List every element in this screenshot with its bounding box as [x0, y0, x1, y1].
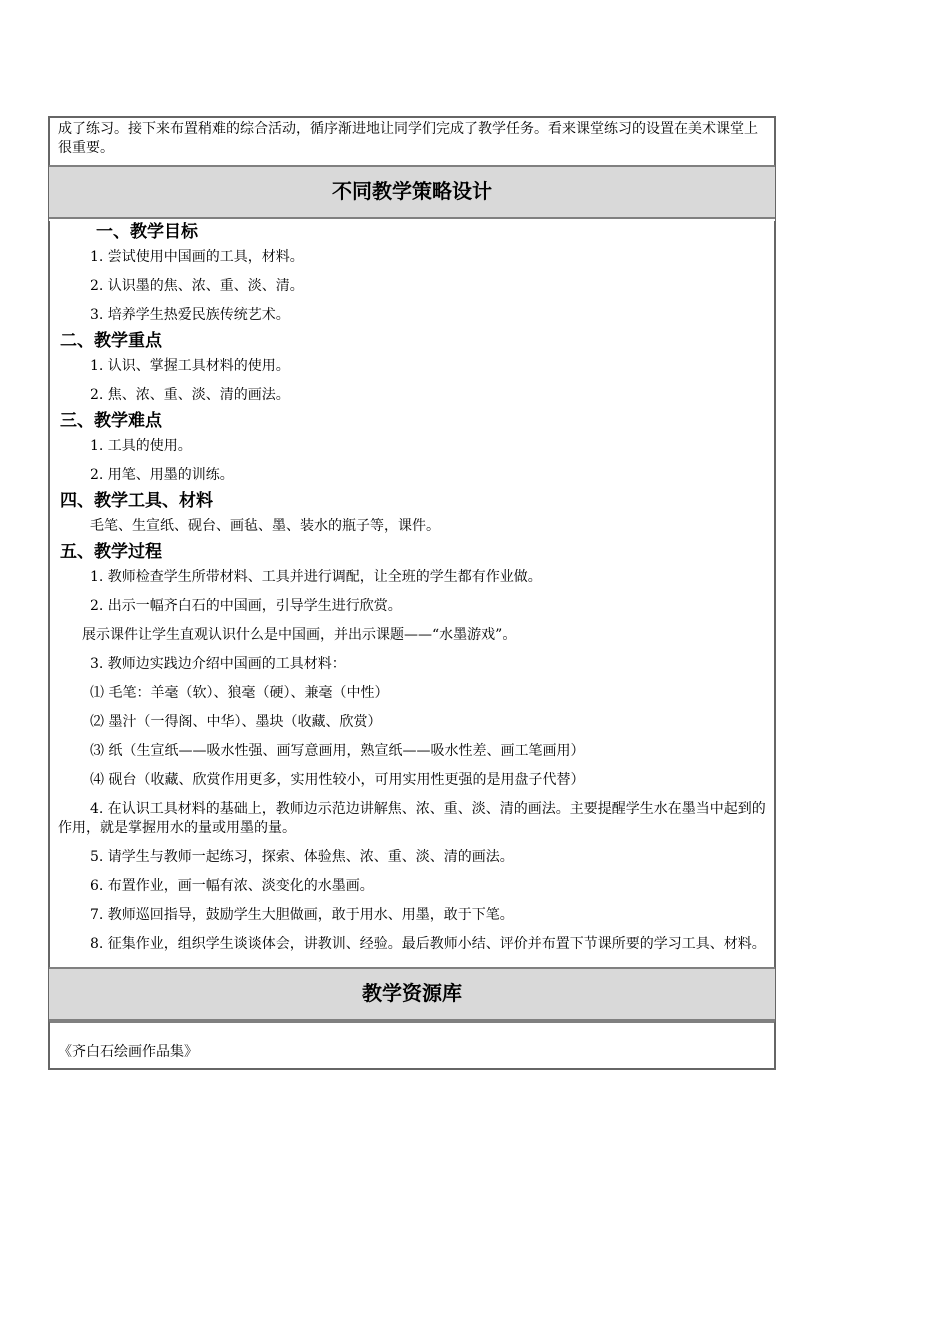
process-step-8: 8. 征集作业，组织学生谈谈体会，讲教训、经验。最后教师小结、评价并布置下节课所要的学习工具、材料。	[90, 936, 766, 952]
process-step-5: 5. 请学生与教师一起练习，探索、体验焦、浓、重、淡、清的画法。	[90, 849, 514, 865]
strategy-content-cell	[49, 221, 775, 967]
intro-text: 成了练习。接下来布置稍难的综合活动，循序渐进地让同学们完成了教学任务。看来课堂练习的设置在美术课堂上很重要。	[58, 121, 758, 156]
section-title-resources: 教学资源库	[362, 981, 462, 1005]
lesson-plan-table	[48, 116, 776, 1070]
intro-reflection-cell	[49, 117, 775, 165]
tool-detail-inkstone: ⑷ 砚台（收藏、欣赏作用更多，实用性较小，可用实用性更强的是用盘子代替）	[90, 772, 585, 788]
resource-content-cell	[49, 1021, 775, 1069]
process-step-3: 3. 教师边实践边介绍中国画的工具材料：	[90, 656, 346, 672]
key-point-item-2: 2. 焦、浓、重、淡、清的画法。	[90, 387, 290, 403]
objective-item-2: 2. 认识墨的焦、浓、重、淡、清。	[90, 278, 304, 294]
process-step-1: 1. 教师检查学生所带材料、工具并进行调配，让全班的学生都有作业做。	[90, 569, 542, 585]
resource-item: 《齐白石绘画作品集》	[58, 1044, 198, 1060]
heading-objectives: 一、教学目标	[96, 222, 198, 242]
tool-detail-ink: ⑵ 墨汁（一得阁、中华）、墨块（收藏、欣赏）	[90, 714, 382, 730]
process-step-4: 4. 在认识工具材料的基础上，教师边示范边讲解焦、浓、重、淡、清的画法。主要提醒学生水在墨当中起到的作用，就是掌握用水的量或用墨的量。	[58, 801, 766, 836]
difficulty-item-1: 1. 工具的使用。	[90, 438, 192, 454]
heading-process: 五、教学过程	[60, 542, 162, 562]
section-header-strategy	[49, 165, 775, 219]
section-header-resources	[49, 967, 775, 1021]
process-step-7: 7. 教师巡回指导，鼓励学生大胆做画，敢于用水、用墨，敢于下笔。	[90, 907, 514, 923]
tool-detail-paper: ⑶ 纸（生宣纸——吸水性强、画写意画用，熟宣纸——吸水性差、画工笔画用）	[90, 743, 585, 759]
tool-detail-brush: ⑴ 毛笔：羊毫（软）、狼毫（硬）、兼毫（中性）	[90, 685, 389, 701]
objective-item-1: 1. 尝试使用中国画的工具，材料。	[90, 249, 304, 265]
spacer	[58, 959, 766, 963]
key-point-item-1: 1. 认识、掌握工具材料的使用。	[90, 358, 290, 374]
heading-key-points: 二、教学重点	[60, 331, 162, 351]
process-step-2: 2. 出示一幅齐白石的中国画，引导学生进行欣赏。	[90, 598, 402, 614]
objective-item-3: 3. 培养学生热爱民族传统艺术。	[90, 307, 290, 323]
tools-text: 毛笔、生宣纸、砚台、画毡、墨、装水的瓶子等，课件。	[90, 518, 440, 534]
difficulty-item-2: 2. 用笔、用墨的训练。	[90, 467, 234, 483]
process-step-2-note: 展示课件让学生直观认识什么是中国画，并出示课题——“水墨游戏”。	[82, 627, 517, 643]
section-title-strategy: 不同教学策略设计	[332, 179, 492, 203]
process-step-6: 6. 布置作业，画一幅有浓、淡变化的水墨画。	[90, 878, 374, 894]
heading-tools: 四、教学工具、材料	[60, 491, 213, 511]
heading-difficulties: 三、教学难点	[60, 411, 162, 431]
